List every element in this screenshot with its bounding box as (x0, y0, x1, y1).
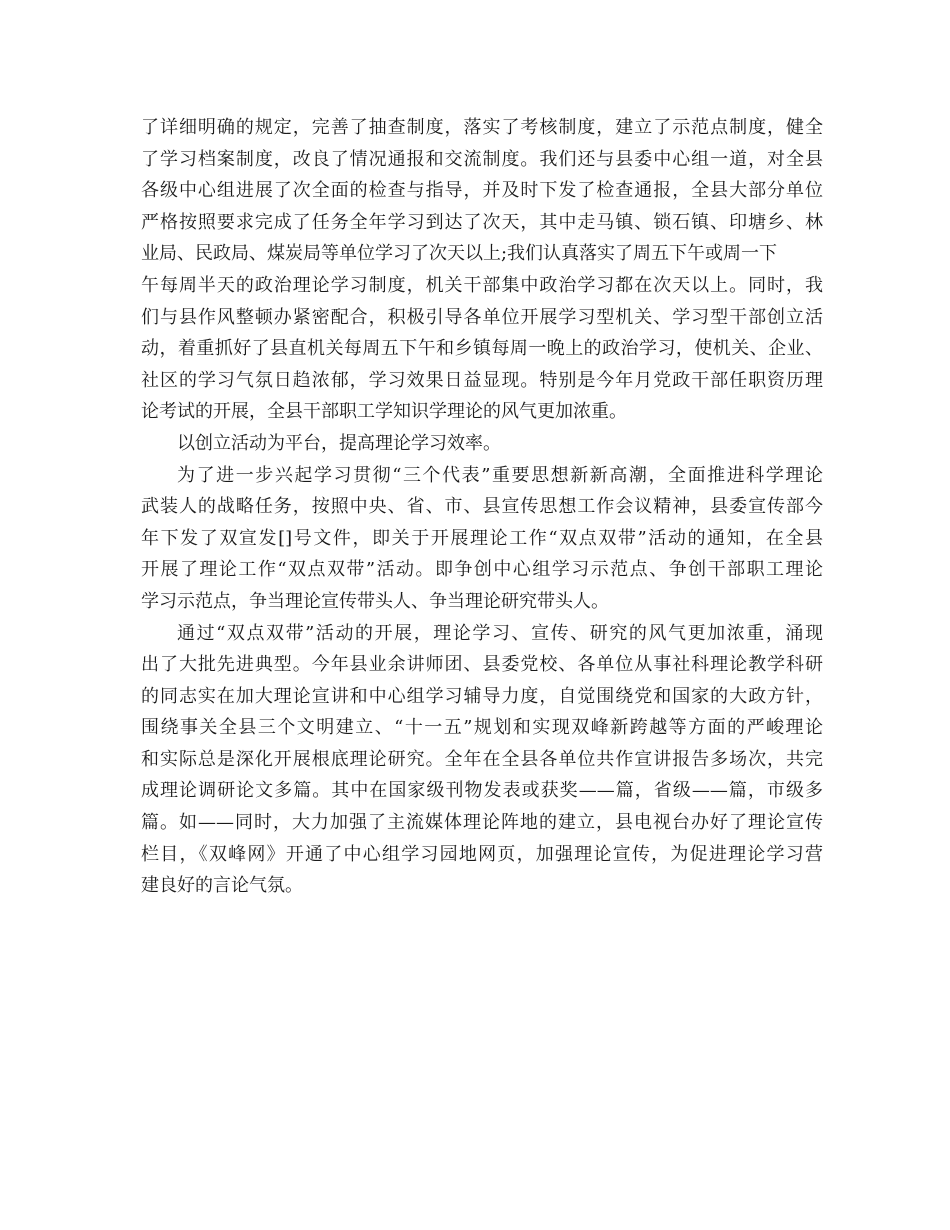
text-line: 围绕事关全县三个文明建立、“十一五”规划和实现双峰新跨越等方面的严峻理论 (141, 717, 823, 739)
paragraph-3 (141, 460, 823, 618)
text-line: 了学习档案制度，改良了情况通报和交流制度。我们还与县委中心组一道，对全县 (141, 148, 823, 170)
text-line: 出了大批先进典型。今年县业余讲师团、县委党校、各单位从事社科理论教学科研 (141, 654, 823, 676)
text-line: 的同志实在加大理论宣讲和中心组学习辅导力度，自觉围绕党和国家的大政方针， (141, 685, 823, 707)
text-line: 各级中心组进展了次全面的检查与指导，并及时下发了检查通报，全县大部分单位 (141, 180, 823, 202)
text-line: 通过“双点双带”活动的开展，理论学习、宣传、研究的风气更加浓重，涌现 (177, 622, 823, 644)
text-line: 午每周半天的政治理论学习制度，机关干部集中政治学习都在次天以上。同时，我 (141, 274, 823, 296)
text-line: 们与县作风整顿办紧密配合，积极引导各单位开展学习型机关、学习型干部创立活 (141, 306, 823, 328)
text-line: 成理论调研论文多篇。其中在国家级刊物发表或获奖——篇，省级——篇，市级多 (141, 780, 823, 802)
text-line: 为了进一步兴起学习贯彻“三个代表”重要思想新新高潮，全面推进科学理论 (177, 464, 823, 486)
text-line: 年下发了双宣发[]号文件，即关于开展理论工作“双点双带”活动的通知，在全县 (141, 527, 823, 549)
text-line: 业局、民政局、煤炭局等单位学习了次天以上;我们认真落实了周五下午或周一下 (141, 243, 778, 265)
text-line: 以创立活动为平台，提高理论学习效率。 (177, 432, 501, 454)
text-line: 开展了理论工作“双点双带”活动。即争创中心组学习示范点、争创干部职工理论 (141, 559, 823, 581)
text-line: 学习示范点，争当理论宣传带头人、争当理论研究带头人。 (141, 590, 609, 612)
text-line: 和实际总是深化开展根底理论研究。全年在全县各单位共作宣讲报告多场次，共完 (141, 748, 823, 770)
text-line: 严格按照要求完成了任务全年学习到达了次天，其中走马镇、锁石镇、印塘乡、林 (141, 211, 823, 233)
text-line: 武装人的战略任务，按照中央、省、市、县宣传思想工作会议精神，县委宣传部今 (141, 496, 823, 518)
text-line: 建良好的言论气氛。 (141, 875, 303, 897)
paragraph-1 (141, 112, 823, 428)
text-line: 栏目，《双峰网》开通了中心组学习园地网页，加强理论宣传，为促进理论学习营 (141, 843, 823, 865)
text-line: 动，着重抓好了县直机关每周五下午和乡镇每周一晚上的政治学习，使机关、企业、 (141, 338, 823, 360)
text-line: 了详细明确的规定，完善了抽查制度，落实了考核制度，建立了示范点制度，健全 (141, 117, 823, 138)
text-line: 社区的学习气氛日趋浓郁，学习效果日益显现。特别是今年月党政干部任职资历理 (141, 369, 823, 391)
document-body (141, 112, 823, 902)
paragraph-4 (141, 618, 823, 902)
paragraph-2 (141, 428, 823, 460)
text-line: 论考试的开展，全县干部职工学知识学理论的风气更加浓重。 (141, 401, 627, 423)
text-line: 篇。如——同时，大力加强了主流媒体理论阵地的建立，县电视台办好了理论宣传 (141, 812, 823, 834)
